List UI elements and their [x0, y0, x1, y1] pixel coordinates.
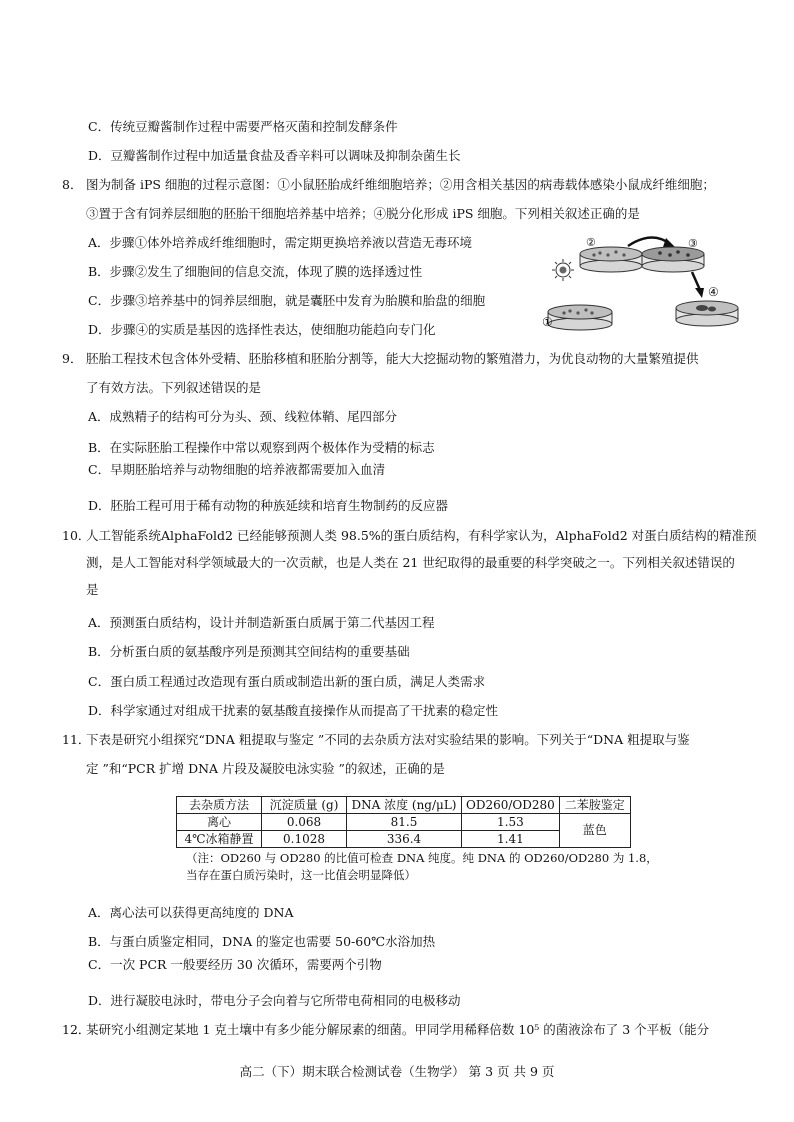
q8-option-b: B．步骤②发生了细胞间的信息交流，体现了膜的选择透过性: [88, 264, 423, 279]
q8-stem-line1: 图为制备 iPS 细胞的过程示意图：①小鼠胚胎成纤维细胞培养；②用含相关基因的病毒载体感染小鼠成纤维细胞；: [86, 177, 715, 192]
q7-option-d: D．豆瓣酱制作过程中加适量食盐及香辛料可以调味及抑制杂菌生长: [88, 148, 461, 163]
q10-stem-line1: 人工智能系统AlphaFold2 已经能够预测人类 98.5%的蛋白质结构，有科学家认为，AlphaFold2 对蛋白质结构的精准预: [86, 528, 757, 543]
table-row: [177, 814, 631, 831]
q11-stem-line2: 定 ”和“PCR 扩增 DNA 片段及凝胶电泳实验 ”的叙述，正确的是: [86, 761, 445, 776]
culture-dish-1: [548, 305, 612, 330]
q8-stem-line2: ③置于含有饲养层细胞的胚胎干细胞培养基中培养；④脱分化形成 iPS 细胞。下列相关叙述正确的是: [86, 206, 640, 221]
q10-option-a: A．预测蛋白质结构，设计并制造新蛋白质属于第二代基因工程: [88, 615, 435, 630]
q8-option-c: C．步骤③培养基中的饲养层细胞，就是囊胚中发育为胎膜和胎盘的细胞: [88, 293, 486, 308]
q10-stem-line3: 是: [86, 582, 99, 597]
q8-number: 8．: [62, 177, 83, 192]
culture-dish-4: [676, 301, 738, 326]
table-header-cell: OD260/OD280: [462, 797, 560, 814]
step-4-label: ④: [708, 285, 719, 299]
q9-option-d: D．胚胎工程可用于稀有动物的种族延续和培育生物制药的反应器: [88, 498, 449, 513]
culture-dish-3: [642, 247, 704, 272]
ips-process-figure: [542, 232, 742, 340]
q11-option-d: D．进行凝胶电泳时，带电分子会向着与它所带电荷相同的电极移动: [88, 993, 461, 1008]
table-cell: 0.1028: [262, 831, 347, 848]
q10-option-b: B．分析蛋白质的氨基酸序列是预测其空间结构的重要基础: [88, 644, 410, 659]
q9-stem-line2: 了有效方法。下列叙述错误的是: [86, 380, 262, 395]
step-2-label: ②: [586, 236, 596, 249]
q11-option-a: A．离心法可以获得更高纯度的 DNA: [88, 905, 294, 920]
table-cell-merged: 蓝色: [559, 814, 630, 848]
table-note-line2: 当存在蛋白质污染时，这一比值会明显降低）: [186, 868, 416, 882]
step-3-label: ③: [688, 237, 698, 250]
q10-option-c: C．蛋白质工程通过改造现有蛋白质或制造出新的蛋白质，满足人类需求: [88, 674, 486, 689]
q8-option-a: A．步骤①体外培养成纤维细胞时，需定期更换培养液以营造无毒环境: [88, 235, 473, 250]
table-cell: 4℃冰箱静置: [177, 831, 262, 848]
q9-option-c: C．早期胚胎培养与动物细胞的培养液都需要加入血清: [88, 462, 386, 477]
q11-number: 11．: [62, 732, 91, 747]
table-cell: 1.53: [462, 814, 560, 831]
q7-option-c: C．传统豆瓣酱制作过程中需要严格灭菌和控制发酵条件: [88, 119, 398, 134]
q9-stem-line1: 胚胎工程技术包含体外受精、胚胎移植和胚胎分割等，能大大挖掘动物的繁殖潜力，为优良动物的大量繁殖提供: [86, 351, 699, 366]
q12-number: 12．: [62, 1022, 91, 1037]
table-note-line1: （注：OD260 与 OD280 的比值可检查 DNA 纯度。纯 DNA 的 OD260/OD280 为 1.8，: [186, 851, 658, 865]
dna-extraction-table: [176, 796, 631, 848]
table-header-row: [177, 797, 631, 814]
table-header-cell: DNA 浓度 (ng/μL): [347, 797, 462, 814]
arrow-head-4: [695, 288, 704, 298]
table-cell: 离心: [177, 814, 262, 831]
table-header-cell: 沉淀质量 (g): [262, 797, 347, 814]
table-header-cell: 二苯胺鉴定: [559, 797, 630, 814]
table-cell: 0.068: [262, 814, 347, 831]
q8-option-d: D．步骤④的实质是基因的选择性表达，使细胞功能趋向专门化: [88, 322, 436, 337]
table-cell: 81.5: [347, 814, 462, 831]
culture-dish-2: [580, 247, 642, 272]
page-footer: 高二（下）期末联合检测试卷（生物学） 第 3 页 共 9 页: [239, 1064, 555, 1079]
table-header-cell: 去杂质方法: [177, 797, 262, 814]
q11-stem-line1: 下表是研究小组探究“DNA 粗提取与鉴定 ”不同的去杂质方法对实验结果的影响。下列关于“DNA 粗提取与鉴: [86, 732, 690, 747]
table-cell: 336.4: [347, 831, 462, 848]
arrow-3-to-4: [692, 272, 700, 290]
q9-option-a: A．成熟精子的结构可分为头、颈、线粒体鞘、尾四部分: [88, 409, 398, 424]
q11-option-c: C．一次 PCR 一般要经历 30 次循环，需要两个引物: [88, 957, 382, 972]
arrow-2-to-3: [628, 237, 670, 246]
q10-option-d: D．科学家通过对组成干扰素的氨基酸直接操作从而提高了干扰素的稳定性: [88, 703, 499, 718]
q11-option-b: B．与蛋白质鉴定相同，DNA 的鉴定也需要 50-60℃水浴加热: [88, 934, 436, 949]
q10-stem-line2: 测，是人工智能对科学领域最大的一次贡献，也是人类在 21 世纪取得的最重要的科学突破之一。下列相关叙述错误的: [86, 555, 735, 570]
q9-option-b: B．在实际胚胎工程操作中常以观察到两个极体作为受精的标志: [88, 440, 435, 455]
q9-number: 9．: [62, 351, 83, 366]
step-1-label: ①: [542, 315, 553, 329]
table-cell: 1.41: [462, 831, 560, 848]
virus-icon: [552, 259, 574, 281]
q10-number: 10．: [62, 528, 91, 543]
q12-stem-line1: 某研究小组测定某地 1 克土壤中有多少能分解尿素的细菌。甲同学用稀释倍数 10⁵ 的菌液涂布了 3 个平板（能分: [86, 1022, 710, 1037]
